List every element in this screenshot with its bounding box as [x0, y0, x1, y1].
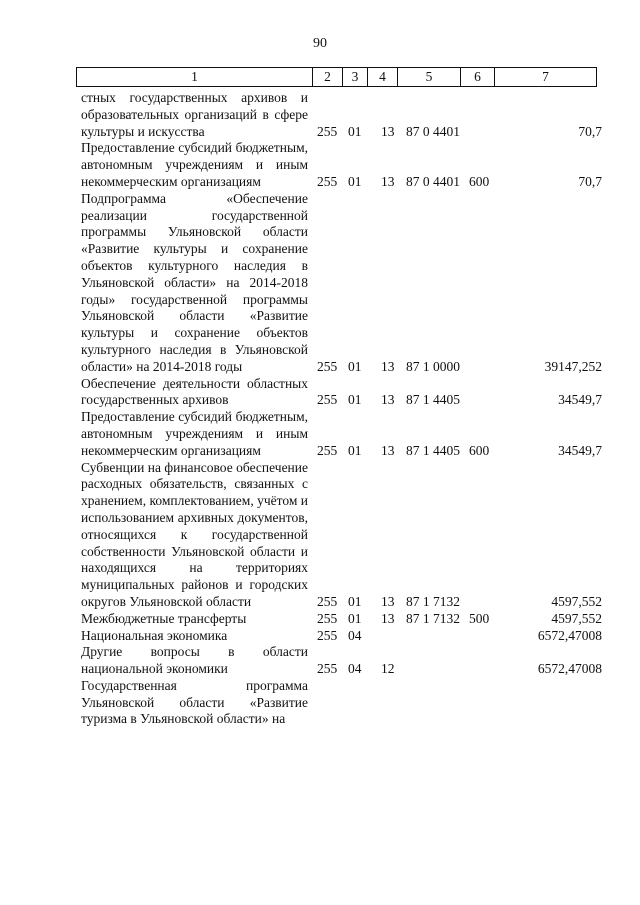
- cell-amount: 70,7: [578, 173, 602, 189]
- cell-section-code: 01: [348, 123, 362, 139]
- cell-section-code: 01: [348, 593, 362, 609]
- row-description: Предоставление субсидий бюджетным, автономным учреждениям и иным некоммерческим организациям: [81, 409, 308, 458]
- cell-amount: 70,7: [578, 123, 602, 139]
- row-description: Государственная программа Ульяновской области «Развитие туризма в Ульяновской области» на: [81, 677, 308, 727]
- column-header-2: 2: [313, 68, 343, 87]
- row-description: Субвенции на финансовое обеспечение расходных обязательств, связанных с хранением, комплектованием, учётом и использованием архивных документов, относящихся к государственной собственности Ульяновской области и находящихся на территориях муниципальных районов и городских округов Ульяновской области: [81, 459, 308, 609]
- cell-amount: 39147,252: [544, 358, 602, 374]
- cell-amount: 34549,7: [558, 392, 602, 408]
- cell-target-article: 87 1 7132: [406, 610, 460, 626]
- cell-ministry-code: 255: [317, 173, 338, 189]
- cell-section-code: 04: [348, 627, 362, 643]
- cell-target-article: 87 1 7132: [406, 593, 460, 609]
- cell-subsection-code: 13: [381, 442, 395, 458]
- cell-target-article: 87 0 4401: [406, 123, 460, 139]
- column-header-row: [77, 68, 597, 87]
- cell-section-code: 01: [348, 358, 362, 374]
- cell-subsection-code: 12: [381, 661, 395, 677]
- cell-ministry-code: 255: [317, 661, 338, 677]
- table-row: [0, 611, 640, 628]
- table-row: [0, 678, 640, 728]
- table-row: [0, 460, 640, 611]
- cell-ministry-code: 255: [317, 442, 338, 458]
- page-number: 90: [313, 36, 327, 51]
- row-description: Подпрограмма «Обеспечение реализации государственной программы Ульяновской области «Развитие культуры и сохранение объектов культурного наследия в Ульяновской области» на 2014-2018 годы» государственной программы Ульяновской области «Развитие культуры и сохранение объектов культурного наследия в Ульяновской области» на 2014-2018 годы: [81, 190, 308, 374]
- cell-ministry-code: 255: [317, 392, 338, 408]
- table-row: [0, 376, 640, 410]
- cell-subsection-code: 13: [381, 123, 395, 139]
- cell-target-article: 87 1 4405: [406, 442, 460, 458]
- table-row: [0, 191, 640, 376]
- row-description: Обеспечение деятельности областных государственных архивов: [81, 375, 308, 408]
- cell-amount: 6572,47008: [537, 661, 602, 677]
- table-row: [0, 90, 640, 140]
- cell-ministry-code: 255: [317, 593, 338, 609]
- cell-section-code: 01: [348, 610, 362, 626]
- row-description: стных государственных архивов и образовательных организаций в сфере культуры и искусства: [81, 90, 308, 139]
- column-header-6: 6: [461, 68, 495, 87]
- table-row: [0, 140, 640, 190]
- cell-target-article: 87 1 0000: [406, 358, 460, 374]
- cell-section-code: 04: [348, 661, 362, 677]
- cell-subsection-code: 13: [381, 593, 395, 609]
- cell-ministry-code: 255: [317, 627, 338, 643]
- column-header-4: 4: [368, 68, 398, 87]
- row-description: Предоставление субсидий бюджетным, автономным учреждениям и иным некоммерческим организациям: [81, 140, 308, 189]
- cell-ministry-code: 255: [317, 358, 338, 374]
- table-row: [0, 628, 640, 645]
- cell-subsection-code: 13: [381, 610, 395, 626]
- cell-amount: 4597,552: [551, 593, 602, 609]
- cell-ministry-code: 255: [317, 123, 338, 139]
- cell-target-article: 87 0 4401: [406, 173, 460, 189]
- cell-expense-type: 600: [469, 173, 490, 189]
- column-header-table: [76, 67, 597, 87]
- cell-section-code: 01: [348, 392, 362, 408]
- cell-ministry-code: 255: [317, 610, 338, 626]
- cell-section-code: 01: [348, 173, 362, 189]
- table-row: [0, 644, 640, 678]
- cell-section-code: 01: [348, 442, 362, 458]
- cell-amount: 4597,552: [551, 610, 602, 626]
- column-header-1: 1: [77, 68, 313, 87]
- cell-amount: 6572,47008: [537, 627, 602, 643]
- column-header-3: 3: [343, 68, 368, 87]
- budget-table-body: [0, 90, 640, 728]
- cell-subsection-code: 13: [381, 392, 395, 408]
- cell-expense-type: 500: [469, 610, 490, 626]
- cell-subsection-code: 13: [381, 358, 395, 374]
- column-header-7: 7: [495, 68, 597, 87]
- column-header-5: 5: [398, 68, 461, 87]
- row-description: Другие вопросы в области национальной экономики: [81, 644, 308, 677]
- cell-subsection-code: 13: [381, 173, 395, 189]
- row-description: Национальная экономика: [81, 627, 228, 643]
- table-row: [0, 409, 640, 459]
- cell-expense-type: 600: [469, 442, 490, 458]
- row-description: Межбюджетные трансферты: [81, 610, 247, 626]
- cell-target-article: 87 1 4405: [406, 392, 460, 408]
- cell-amount: 34549,7: [558, 442, 602, 458]
